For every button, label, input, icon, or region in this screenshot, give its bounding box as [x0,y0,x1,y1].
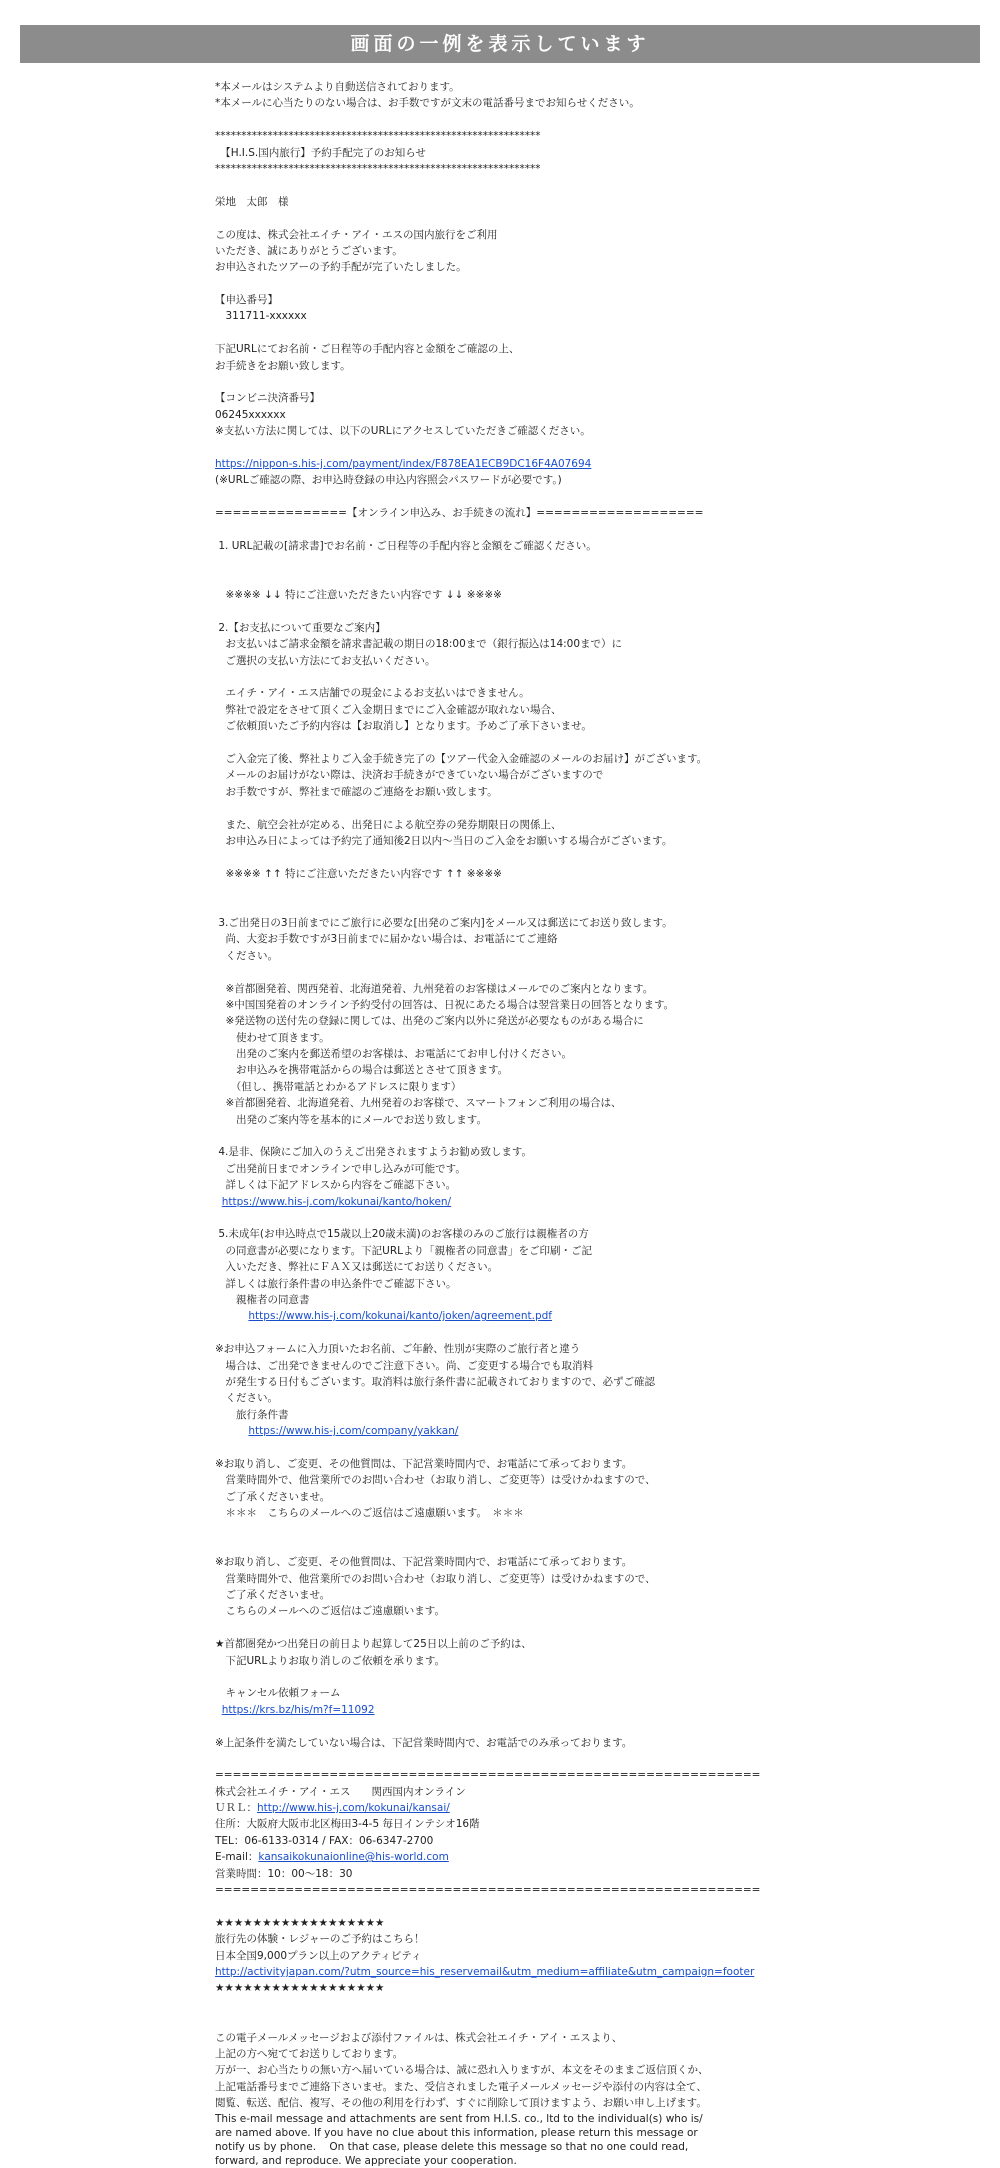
blank-line [215,1669,975,1685]
mail-line-text: お申込みを携帯電話からの場合は郵送とさせて頂きます。 [215,1064,509,1077]
mail-line [215,1964,975,1980]
mail-line [215,1194,975,1210]
mail-line-text: いただき、誠にありがとうございます。 [215,244,403,257]
mail-line-text: お手数ですが、弊社まで確認のご連絡をお願い致します。 [215,785,498,798]
mail-line-text: 311711-xxxxxx [215,310,307,323]
mail-line [215,1866,975,1882]
mail-link[interactable]: http://www.his-j.com/kokunai/kansai/ [257,1802,450,1815]
mail-link[interactable]: https://nippon-s.his-j.com/payment/index/F878EA1ECB9DC16F4A07694 [215,457,592,470]
mail-line [215,390,975,406]
mail-line-text: 下記URLよりお取り消しのご依頼を承ります。 [215,1654,445,1667]
mail-line-text: 使わせて頂きます。 [215,1031,330,1044]
mail-line [215,981,975,997]
mail-line [215,1800,975,1816]
mail-line-text: 弊社で設定をさせて頂くご入金期日までにご入金確認が取れない場合、 [215,703,562,716]
mail-line-text: ※中国国発着のオンライン予約受付の回答は、日祝にあたる場合は翌営業日の回答となります。 [215,998,675,1011]
mail-line [215,1374,975,1390]
mail-line-text: *本メールに心当たりのない場合は、お手数ですが文末の電話番号までお知らせください。 [215,97,640,110]
mail-line [215,1292,975,1308]
mail-line [215,866,975,882]
mail-line [215,1161,975,1177]
mail-line-text: 入いただき、弊社にＦＡＸ又は郵送にてお送りください。 [215,1261,499,1274]
mail-line-text: ************************************************************** [215,162,541,175]
mail-line-text: ★★★★★★★★★★★★★★★★★★ [215,1916,385,1929]
mail-line-text: 5.未成年(お申込時点で15歳以上20歳未満)のお客様のみのご旅行は親権者の方 [215,1228,589,1241]
mail-line-text: 住所：大阪府大阪市北区梅田3-4-5 毎日インテシオ16階 [215,1818,480,1831]
mail-line-text: *本メールはシステムより自動送信されております。 [215,81,460,93]
blank-line [215,177,975,193]
mail-line [215,1636,975,1652]
mail-line-text: ★首都圏発かつ出発日の前日より起算して25日以上前のご予約は、 [215,1638,532,1651]
mail-line [215,1390,975,1406]
mail-line-text: 日本全国9,000プラン以上のアクティビティ [215,1949,422,1962]
mail-line [215,620,975,636]
mail-line [215,915,975,931]
mail-line [215,128,975,144]
mail-line-text: キャンセル依頼フォーム [215,1687,341,1700]
mail-line [215,227,975,243]
mail-line-text: 万が一、お心当たりの無い方へ届いている場合は、誠に恐れ入りますが、本文をそのままご返信頂くか、 [215,2064,709,2077]
mail-line [215,653,975,669]
mail-line [215,358,975,374]
mail-line [215,1489,975,1505]
mail-line [215,1816,975,1832]
mail-line-text: 出発のご案内等を基本的にメールでお送り致します。 [215,1113,487,1126]
mail-line [215,1456,975,1472]
mail-link[interactable]: https://www.his-j.com/kokunai/kanto/hoken/ [221,1195,452,1208]
mail-line [215,1948,975,1964]
mail-line-text: ※※※※ ↑↑ 特にご注意いただきたい内容です ↑↑ ※※※※ [215,867,502,880]
blank-line [215,1128,975,1144]
mail-line-text: ★★★★★★★★★★★★★★★★★★ [215,1982,385,1995]
mail-line [215,1030,975,1046]
blank-line [215,604,975,620]
mail-line [215,1079,975,1095]
mail-line-text: お申込されたツアーの予約手配が完了いたしました。 [215,261,467,274]
mail-line-text: が発生する日付もございます。取消料は旅行条件書に記載されておりますので、必ずご確認 [215,1375,655,1388]
mail-line-text: お申込み日によっては予約完了通知後2日以内～当日のご入金をお願いする場合がございます。 [215,834,673,847]
mail-line-text: 詳しくは旅行条件書の申込条件でご確認下さい。 [215,1277,457,1290]
mail-line [215,1685,975,1701]
mail-line [215,79,975,95]
blank-line [215,735,975,751]
blank-line [215,1620,975,1636]
mail-line [215,1407,975,1423]
mail-line [215,1784,975,1800]
english-disclaimer-line: notify us by phone. On that case, please delete this message so that no one could read, [215,2140,689,2153]
mail-link[interactable]: https://www.his-j.com/kokunai/kanto/joken/agreement.pdf [248,1310,552,1323]
mail-line [215,1931,975,1947]
mail-line-text: お手続きをお願い致します。 [215,359,351,372]
mail-line [215,292,975,308]
mail-line [215,1603,975,1619]
mail-line [215,636,975,652]
mail-line [215,1423,975,1439]
mail-line-text: ご出発前日までオンラインで申し込みが可能です。 [215,1162,466,1175]
mail-line [215,702,975,718]
mail-line-text: ※首都圏発着、北海道発着、九州発着のお客様で、スマートフォンご利用の場合は、 [215,1097,622,1110]
blank-line [215,1521,975,1554]
mail-line-text: ************************************************************** [215,130,541,143]
mail-line [215,997,975,1013]
english-disclaimer-line: are named above. If you have no clue about this information, please return this message or [215,2126,698,2139]
mail-line [215,194,975,210]
mail-line [215,1980,975,1996]
mail-line-text: この電子メールメッセージおよび添付ファイルは、株式会社エイチ・アイ・エスより、 [215,2031,623,2044]
blank-line [215,1325,975,1341]
mail-line [215,95,975,111]
mail-line [215,1046,975,1062]
mail-line [215,1144,975,1160]
mail-line-text: 出発のご案内を郵送希望のお客様は、お電話にてお申し付けください。 [215,1048,572,1061]
mail-line-text: ご了承くださいませ。 [215,1490,331,1503]
mail-line [215,685,975,701]
blank-line [215,112,975,128]
mail-line-text: 【コンビニ決済番号】 [215,392,320,405]
mail-line [215,423,975,439]
mail-line-text: ============================================================== [215,1884,761,1897]
mail-line-text: ＵＲＬ： [215,1802,257,1815]
mail-line-text: 【申込番号】 [215,294,278,307]
mail-line-text: ご依頼頂いたご予約内容は【お取消し】となります。予めご了承下さいませ。 [215,720,592,733]
mail-line [215,472,975,488]
mail-line [215,2095,975,2111]
mail-line-text: （但し、携帯電話とわかるアドレスに限ります） [215,1080,462,1093]
mail-line [215,1472,975,1488]
mail-line-text: エイチ・アイ・エス店舗での現金によるお支払いはできません。 [215,687,530,700]
blank-line [215,489,975,505]
blank-line [215,800,975,816]
mail-line [215,1308,975,1324]
mail-line [215,308,975,324]
blank-line [215,882,975,915]
mail-line [215,1259,975,1275]
mail-line [215,1767,975,1783]
mail-line [215,948,975,964]
blank-line [215,669,975,685]
blank-line [215,849,975,865]
email-body [215,79,975,2168]
mail-line [215,1702,975,1718]
mail-line [215,2046,975,2062]
blank-line [215,1439,975,1455]
mail-line [215,767,975,783]
blank-line [215,1751,975,1767]
mail-line-text: ください。 [215,949,278,962]
mail-line [215,1013,975,1029]
mail-line [215,1062,975,1078]
mail-link[interactable]: https://krs.bz/his/m?f=11092 [221,1703,375,1716]
mail-line [215,1112,975,1128]
mail-line [215,718,975,734]
mail-line-text: 栄地 太郎 様 [215,195,289,208]
mail-line [215,341,975,357]
mail-line-text: 06245xxxxxx [215,408,286,421]
mail-line [215,1571,975,1587]
mail-line [215,1735,975,1751]
mail-line [215,1505,975,1521]
mail-line-text: この度は、株式会社エイチ・アイ・エスの国内旅行をご利用 [215,228,498,241]
blank-line [215,1997,975,2030]
mail-line-text: 営業時間外で、他営業所でのお問い合わせ（お取り消し、ご変更等）は受けかねますので、 [215,1572,656,1585]
mail-line-text: ※お申込フォームに入力頂いたお名前、ご年齢、性別が実際のご旅行者と違う [215,1343,581,1356]
blank-line [215,1210,975,1226]
mail-line [215,1587,975,1603]
mail-line-text: 株式会社エイチ・アイ・エス 関西国内オンライン [215,1785,466,1798]
mail-line [215,1226,975,1242]
mail-line [215,1882,975,1898]
mail-line-text: 1. URL記載の[請求書]でお名前・ご日程等の手配内容と金額をご確認ください。 [215,539,597,552]
mail-line [215,259,975,275]
mail-line-text: メールのお届けがない際は、決済お手続きができていない場合がございますので [215,769,604,782]
mail-line-text: ＊＊＊ こちらのメールへのご返信はご遠慮願います。 ＊＊＊ [215,1507,524,1520]
mail-line [215,1243,975,1259]
mail-line [215,1177,975,1193]
mail-line-text: 4.是非、保険にご加入のうえご出発されますようお勧め致します。 [215,1146,533,1159]
mail-line [215,505,975,521]
mail-line-text: ※首都圏発着、関西発着、北海道発着、九州発着のお客様はメールでのご案内となります。 [215,982,654,995]
blank-line [215,522,975,538]
mail-line [215,751,975,767]
blank-line [215,440,975,456]
mail-line-text: ご入金完了後、弊社よりご入金手続き完了の【ツアー代金入金確認のメールのお届け】がございます。 [215,753,708,766]
mail-line [215,2062,975,2078]
mail-line-text: ※お取り消し、ご変更、その他質問は、下記営業時間内で、お電話にて承っております。 [215,1457,633,1470]
mail-line-text: ※上記条件を満たしていない場合は、下記営業時間内で、お電話でのみ承っております。 [215,1736,633,1749]
mail-line [215,784,975,800]
mail-line-text: お支払いはご請求金額を請求書記載の期日の18:00まで（銀行振込は14:00まで）に [215,638,623,651]
mail-line-text: また、航空会社が定める、出発日による航空券の発券期限日の関係上、 [215,818,562,831]
mail-line-text: 閲覧、転送、配信、複写、その他の利用を行わず、すぐに削除して頂けますよう、お願い申し上げます。 [215,2097,707,2110]
blank-line [215,964,975,980]
mail-line [215,1849,975,1865]
mail-line-text: 2.【お支払について重要なご案内】 [215,621,386,634]
mail-line [215,1276,975,1292]
blank-line [215,325,975,341]
mail-line-text: こちらのメールへのご返信はご遠慮願います。 [215,1605,445,1618]
mail-line-text: 旅行条件書 [215,1408,289,1421]
mail-line-text: (※URLご確認の際、お申込時登録の申込内容照会パスワードが必要です。) [215,474,562,487]
mail-line-text: ※支払い方法に関しては、以下のURLにアクセスしていただきご確認ください。 [215,425,591,438]
mail-line [215,1358,975,1374]
mail-line-text: E-mail： [215,1851,259,1864]
english-disclaimer-line: This e-mail message and attachments are sent from H.I.S. co., ltd to the individual(s) who is/ [215,2112,703,2125]
blank-line [215,374,975,390]
blank-line [215,1898,975,1914]
mail-line-text: TEL：06-6133-0314 / FAX：06-6347-2700 [215,1834,434,1847]
mail-line-text: ※※※※ ↓↓ 特にご注意いただきたい内容です ↓↓ ※※※※ [215,589,502,602]
mail-line-text: 上記の方へ宛ててお送りしております。 [215,2047,404,2060]
mail-line [215,587,975,603]
mail-line [215,538,975,554]
mail-line-text: 営業時間外で、他営業所でのお問い合わせ（お取り消し、ご変更等）は受けかねますので、 [215,1474,656,1487]
mail-line [215,145,975,161]
mail-line-text: ご選択の支払い方法にてお支払いください。 [215,654,436,667]
mail-link[interactable]: https://www.his-j.com/company/yakkan/ [248,1425,459,1438]
english-disclaimer-line: forward, and reproduce. We appreciate your cooperation. [215,2154,517,2167]
mail-line-text: 旅行先の体験・レジャーのご予約はこちら！ [215,1933,425,1946]
mail-line [215,161,975,177]
mail-line-text: 【H.I.S.国内旅行】予約手配完了のお知らせ [215,146,426,159]
blank-line [215,210,975,226]
mail-line-text: の同意書が必要になります。下記URLより「親権者の同意書」をご印刷・ご記 [215,1244,592,1257]
blank-line [215,276,975,292]
mail-line-text: 詳しくは下記アドレスから内容をご確認下さい。 [215,1179,457,1192]
mail-line [215,1554,975,1570]
mail-line-text: ください。 [215,1392,278,1405]
mail-line [215,2030,975,2046]
mail-line [215,833,975,849]
mail-line [215,817,975,833]
mail-link[interactable]: http://activityjapan.com/?utm_source=his_reservemail&utm_medium=affiliate&utm_campaign=footer [215,1965,755,1978]
mail-line-text: ============================================================== [215,1769,761,1782]
mail-line [215,456,975,472]
mail-line-text: 営業時間：10：00～18：30 [215,1867,353,1880]
mail-line-text: 場合は、ご出発できませんのでご注意下さい。尚、ご変更する場合でも取消料 [215,1359,593,1372]
mail-line [215,1653,975,1669]
mail-line-text: 尚、大変お手数ですが3日前までに届かない場合は、お電話にてご連絡 [215,933,558,946]
mail-link[interactable]: kansaikokunaionline@his-world.com [258,1851,449,1864]
mail-line-text: 親権者の同意書 [215,1293,310,1306]
mail-line [215,243,975,259]
mail-line-text: ===============【オンライン申込み、お手続きの流れ】=================== [215,507,704,520]
mail-line-text: 下記URLにてお名前・ご日程等の手配内容と金額をご確認の上、 [215,343,520,356]
blank-line [215,1718,975,1734]
mail-line [215,2079,975,2095]
mail-line [215,1915,975,1931]
mail-line [215,407,975,423]
mail-line-text: ※お取り消し、ご変更、その他質問は、下記営業時間内で、お電話にて承っております。 [215,1556,633,1569]
blank-line [215,554,975,587]
mail-line-text: ご了承くださいませ。 [215,1588,331,1601]
mail-line [215,931,975,947]
mail-line [215,1833,975,1849]
mail-line-text: 上記電話番号までご連絡下さいませ。また、受信されました電子メールメッセージや添付の内容は全て、 [215,2080,707,2093]
mail-line-text: ※発送物の送付先の登録に関しては、出発のご案内以外に発送が必要なものがある場合に [215,1015,644,1028]
preview-banner: 画面の一例を表示しています [20,25,980,63]
mail-line [215,1341,975,1357]
mail-line [215,1095,975,1111]
mail-line-text: 3.ご出発日の3日前までにご旅行に必要な[出発のご案内]をメール又は郵送にてお送り致します。 [215,916,673,929]
